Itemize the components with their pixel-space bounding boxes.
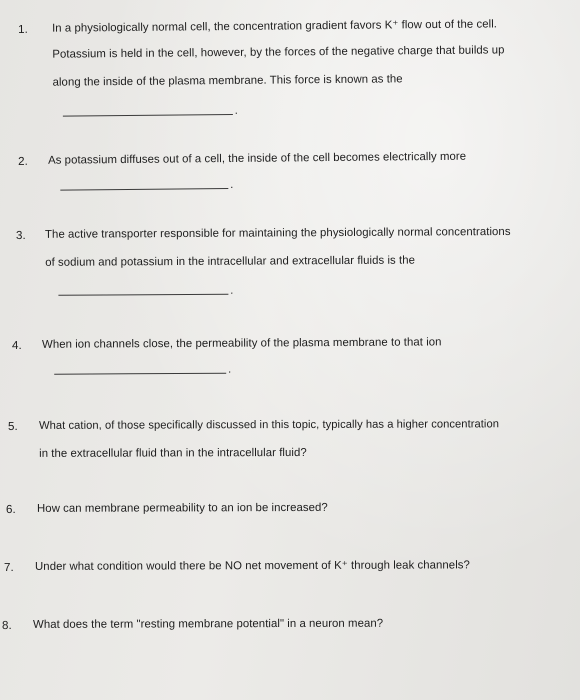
blank-period: . bbox=[234, 104, 238, 117]
question-1 bbox=[18, 19, 579, 124]
answer-blank[interactable] bbox=[60, 178, 234, 191]
question-number: 2. bbox=[17, 154, 28, 168]
question-text-line: As potassium diffuses out of a cell, the inside of the cell becomes electrically more bbox=[47, 150, 467, 167]
blank-period: . bbox=[230, 284, 234, 297]
blank-period: . bbox=[230, 178, 234, 191]
question-text-line: The active transporter responsible for maintaining the physiologically normal concentrations bbox=[44, 225, 511, 241]
question-3 bbox=[16, 227, 578, 300]
question-text-line: in the extracellular fluid than in the intracellular fluid? bbox=[39, 446, 307, 460]
question-2 bbox=[18, 151, 578, 196]
answer-blank[interactable] bbox=[63, 104, 238, 117]
question-text-line: of sodium and potassium in the intracellular and extracellular fluids is the bbox=[45, 254, 415, 269]
question-number: 8. bbox=[1, 618, 12, 632]
question-text-line: along the inside of the plasma membrane. This force is known as the bbox=[52, 73, 403, 89]
question-number: 1. bbox=[17, 22, 28, 36]
question-text-line: How can membrane permeability to an ion be increased? bbox=[36, 501, 328, 515]
question-number: 7. bbox=[3, 560, 14, 574]
answer-blank[interactable] bbox=[58, 284, 234, 297]
question-number: 4. bbox=[11, 338, 22, 352]
blank-period: . bbox=[228, 363, 232, 376]
question-number: 6. bbox=[5, 502, 16, 516]
question-text-line: In a physiologically normal cell, the concentration gradient favors K⁺ flow out of the cell. bbox=[51, 18, 498, 35]
question-6 bbox=[6, 502, 566, 524]
question-text-line: When ion channels close, the permeability of the plasma membrane to that ion bbox=[41, 336, 442, 351]
question-text-line: What does the term "resting membrane potential" in a neuron mean? bbox=[32, 617, 384, 631]
question-8 bbox=[2, 618, 562, 640]
question-text-line: What cation, of those specifically discussed in this topic, typically has a higher concentration bbox=[38, 418, 500, 432]
answer-blank[interactable] bbox=[54, 363, 232, 376]
question-text-line: Under what condition would there be NO net movement of K⁺ through leak channels? bbox=[34, 559, 470, 573]
question-number: 5. bbox=[7, 419, 18, 433]
question-4 bbox=[12, 337, 578, 380]
question-7 bbox=[4, 560, 564, 582]
question-number: 3. bbox=[15, 228, 26, 242]
question-text-line: Potassium is held in the cell, however, by the forces of the negative charge that builds up bbox=[52, 44, 505, 61]
question-5 bbox=[8, 419, 580, 461]
